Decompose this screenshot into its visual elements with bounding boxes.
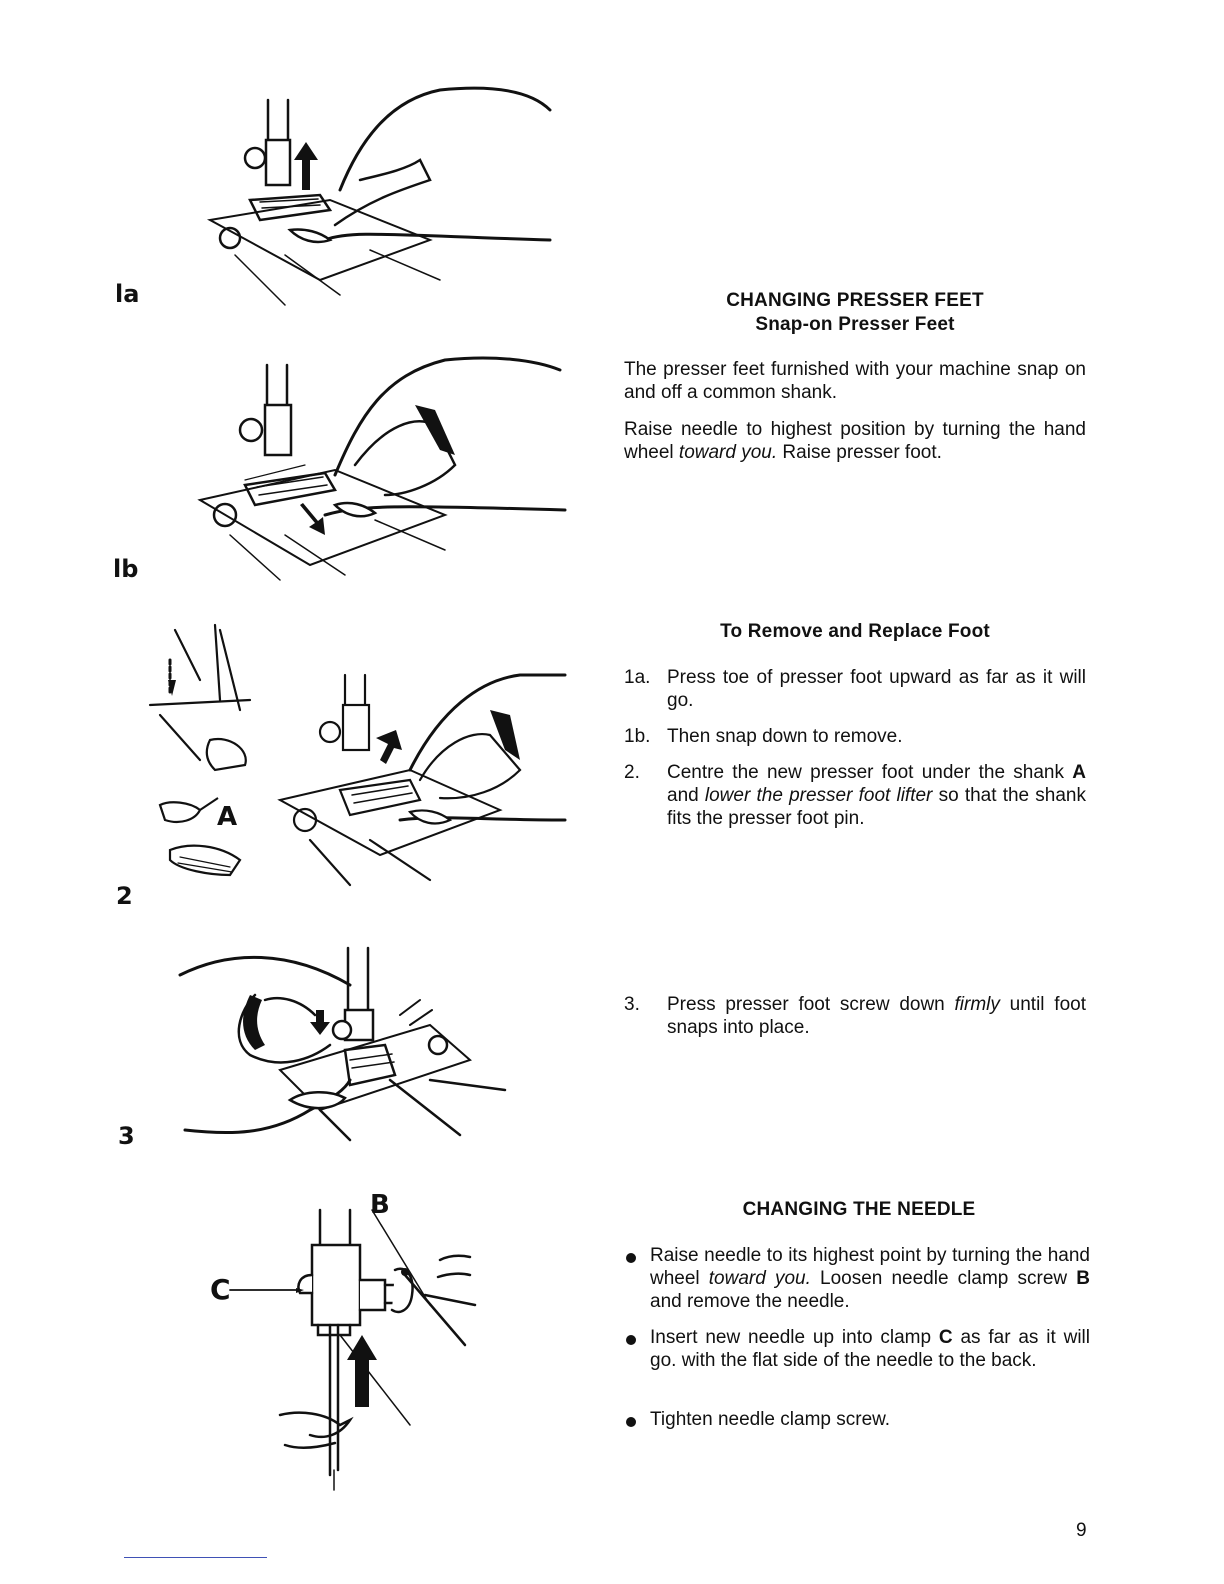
step-text-emphasis: lower the presser foot lifter bbox=[704, 785, 933, 806]
bullet-insert-needle bbox=[626, 1326, 1090, 1372]
step-text-part: Press presser foot screw down bbox=[667, 994, 955, 1015]
step-1b bbox=[624, 725, 1086, 748]
raise-needle-text-end: Raise presser foot. bbox=[777, 442, 942, 463]
figure-1b bbox=[113, 355, 575, 585]
step-number: 2. bbox=[624, 762, 640, 783]
step-3 bbox=[624, 993, 1086, 1039]
step-text-part: until foot snaps into place. bbox=[667, 994, 1086, 1038]
bullet-text-bold: B bbox=[1076, 1268, 1090, 1289]
section-title-changing-presser-feet: CHANGING PRESSER FEET bbox=[726, 290, 984, 311]
press-foot-screw-illustration bbox=[170, 940, 520, 1150]
callout-a: A bbox=[217, 802, 238, 832]
step-2 bbox=[624, 761, 1086, 830]
step-text-part: Centre the new presser foot under the shank bbox=[667, 762, 1073, 783]
figure-1a bbox=[115, 80, 570, 310]
step-text bbox=[667, 761, 1086, 830]
bullet-text-part: Raise needle to its highest point by turning the hand wheel bbox=[650, 1245, 1090, 1289]
bullet-text bbox=[650, 1244, 1090, 1313]
step-number: 1b. bbox=[624, 726, 651, 747]
step-text-part: and bbox=[667, 785, 705, 806]
step-text: Then snap down to remove. bbox=[667, 726, 903, 747]
raise-needle-text: Raise needle to highest position by turning the hand wheel bbox=[624, 419, 1086, 463]
bullet-text-emphasis: toward you. bbox=[708, 1268, 811, 1289]
figure-label-2: 2 bbox=[116, 882, 133, 910]
figure-2 bbox=[116, 620, 570, 910]
bullet-icon bbox=[626, 1417, 636, 1427]
step-text bbox=[667, 993, 1086, 1039]
figure-needle bbox=[200, 1185, 480, 1505]
bullet-text-part: as far as it will go. with the flat side of the needle to the back. bbox=[650, 1327, 1090, 1371]
figure-3 bbox=[118, 940, 520, 1150]
needle-clamp-illustration bbox=[200, 1185, 480, 1505]
presser-foot-toe-up-illustration bbox=[190, 80, 570, 310]
step-text-emphasis: firmly bbox=[954, 994, 1000, 1015]
bullet-text-part: and remove the needle. bbox=[650, 1291, 850, 1312]
figure-label-1b: lb bbox=[113, 555, 139, 583]
callout-b: B bbox=[370, 1190, 390, 1220]
figure-label-3: 3 bbox=[118, 1122, 135, 1150]
bullet-text-bold: C bbox=[938, 1327, 953, 1348]
step-text-bold: A bbox=[1072, 762, 1086, 783]
intro-paragraph: The presser feet furnished with your machine snap on and off a common shank. bbox=[624, 359, 1086, 403]
bullet-text: Tighten needle clamp screw. bbox=[650, 1409, 891, 1430]
footer-rule bbox=[124, 1557, 267, 1558]
bullet-raise-needle bbox=[626, 1244, 1090, 1313]
section-title-changing-needle: CHANGING THE NEEDLE bbox=[742, 1199, 976, 1220]
bullet-text-part: Insert new needle up into clamp bbox=[650, 1327, 939, 1348]
section-title-remove-replace-foot: To Remove and Replace Foot bbox=[720, 621, 990, 642]
step-text-part: so that the shank fits the presser foot pin. bbox=[667, 785, 1086, 829]
step-1a bbox=[624, 666, 1086, 712]
bullet-text-part: Loosen needle clamp screw bbox=[810, 1268, 1077, 1289]
presser-foot-snap-down-illustration bbox=[185, 355, 575, 585]
callout-c: C bbox=[210, 1273, 231, 1306]
centre-presser-foot-illustration bbox=[140, 620, 570, 900]
figure-label-1a: la bbox=[115, 280, 140, 308]
bullet-text bbox=[650, 1326, 1090, 1372]
bullet-tighten-screw bbox=[626, 1408, 1090, 1431]
raise-needle-emphasis: toward you. bbox=[678, 442, 778, 463]
raise-needle-paragraph bbox=[624, 418, 1086, 464]
bullet-icon bbox=[626, 1335, 636, 1345]
step-number: 3. bbox=[624, 994, 640, 1015]
step-number: 1a. bbox=[624, 667, 651, 688]
bullet-icon bbox=[626, 1253, 636, 1263]
page-number: 9 bbox=[1076, 1520, 1087, 1541]
step-text: Press toe of presser foot upward as far as it will go. bbox=[667, 667, 1086, 711]
section-subtitle-snap-on: Snap-on Presser Feet bbox=[755, 314, 955, 335]
